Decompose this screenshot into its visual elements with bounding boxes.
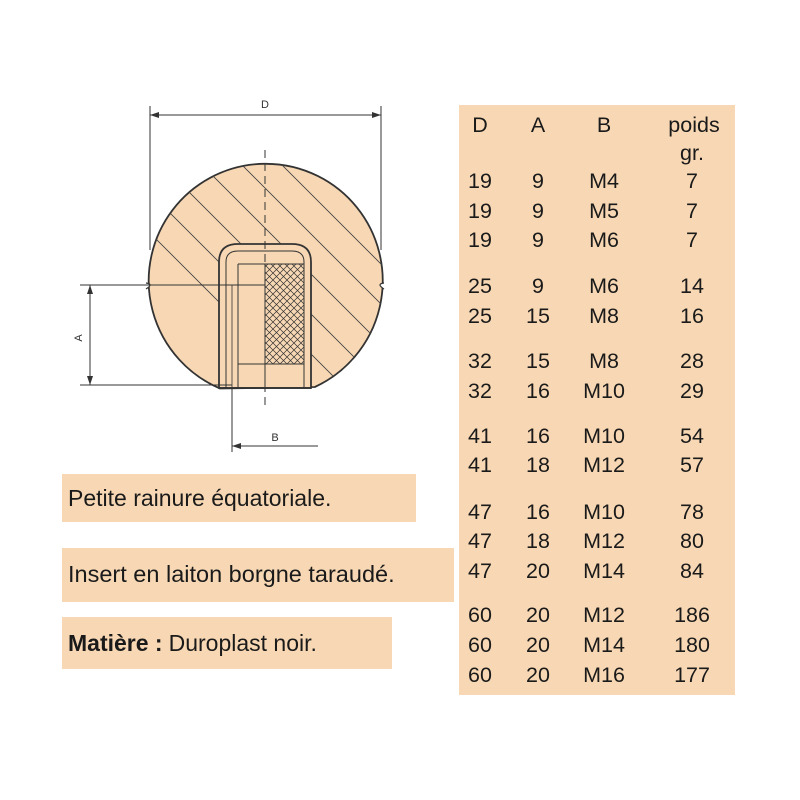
cell-a: 15 <box>526 349 550 373</box>
cell-a: 9 <box>532 274 544 298</box>
table-row <box>459 230 735 254</box>
cell-b: M4 <box>589 169 619 193</box>
cell-b: M6 <box>589 274 619 298</box>
cell-a: 18 <box>526 453 550 477</box>
cell-a: 18 <box>526 529 550 553</box>
cell-weight: 28 <box>680 349 704 373</box>
cell-d: 32 <box>468 349 492 373</box>
cell-b: M8 <box>589 304 619 328</box>
cell-d: 25 <box>468 304 492 328</box>
cell-d: 60 <box>468 663 492 687</box>
cell-d: 41 <box>468 424 492 448</box>
table-row <box>459 201 735 225</box>
cell-weight: 14 <box>680 274 704 298</box>
cell-b: M8 <box>589 349 619 373</box>
table-row <box>459 381 735 405</box>
cell-b: M14 <box>583 633 625 657</box>
cell-b: M5 <box>589 199 619 223</box>
dimension-d-label: D <box>261 99 269 111</box>
cell-d: 60 <box>468 633 492 657</box>
cell-b: M16 <box>583 663 625 687</box>
cell-d: 25 <box>468 274 492 298</box>
cell-a: 20 <box>526 559 550 583</box>
cell-weight: 57 <box>680 453 704 477</box>
header-d: D <box>472 113 488 137</box>
material-label: Matière : <box>68 629 163 656</box>
cell-weight: 177 <box>674 663 710 687</box>
table-row <box>459 306 735 330</box>
cell-a: 16 <box>526 424 550 448</box>
table-row <box>459 665 735 689</box>
cell-b: M6 <box>589 228 619 252</box>
cell-weight: 180 <box>674 633 710 657</box>
table-row <box>459 605 735 629</box>
cell-a: 20 <box>526 633 550 657</box>
cell-b: M10 <box>583 500 625 524</box>
insert-note-text: Insert en laiton borgne taraudé. <box>68 561 395 588</box>
cell-d: 32 <box>468 379 492 403</box>
cell-a: 9 <box>532 199 544 223</box>
brass-insert <box>219 244 311 388</box>
cell-a: 20 <box>526 663 550 687</box>
material-note <box>62 617 392 669</box>
thread-knurl <box>265 264 304 364</box>
table-row <box>459 276 735 300</box>
table-row <box>459 351 735 375</box>
cell-b: M10 <box>583 424 625 448</box>
material-value: Duroplast noir. <box>168 629 317 656</box>
cell-weight: 7 <box>686 199 698 223</box>
cell-a: 9 <box>532 169 544 193</box>
cell-weight: 16 <box>680 304 704 328</box>
table-row <box>459 531 735 555</box>
cell-b: M12 <box>583 453 625 477</box>
cell-d: 60 <box>468 603 492 627</box>
cell-d: 47 <box>468 500 492 524</box>
cell-d: 19 <box>468 228 492 252</box>
header-b: B <box>596 113 612 137</box>
cell-weight: 80 <box>680 529 704 553</box>
cell-b: M12 <box>583 603 625 627</box>
header-weight-unit: gr. <box>680 141 704 165</box>
dimension-a-label: A <box>73 334 85 342</box>
cell-d: 19 <box>468 169 492 193</box>
insert-note <box>62 548 454 602</box>
cell-weight: 29 <box>680 379 704 403</box>
cell-a: 9 <box>532 228 544 252</box>
table-row <box>459 635 735 659</box>
cell-weight: 54 <box>680 424 704 448</box>
header-a: A <box>530 113 546 137</box>
table-row <box>459 455 735 479</box>
cell-a: 16 <box>526 500 550 524</box>
groove-note-text: Petite rainure équatoriale. <box>68 484 332 511</box>
cell-d: 47 <box>468 529 492 553</box>
cell-weight: 7 <box>686 169 698 193</box>
cell-weight: 84 <box>680 559 704 583</box>
cell-a: 16 <box>526 379 550 403</box>
table-row <box>459 561 735 585</box>
table-row <box>459 426 735 450</box>
cell-d: 47 <box>468 559 492 583</box>
dimension-b-label: B <box>271 432 279 444</box>
cell-weight: 7 <box>686 228 698 252</box>
ball-knob-drawing <box>0 0 460 470</box>
table-row <box>459 171 735 195</box>
cell-b: M10 <box>583 379 625 403</box>
table-row <box>459 502 735 526</box>
cell-a: 15 <box>526 304 550 328</box>
cell-b: M14 <box>583 559 625 583</box>
cell-weight: 186 <box>674 603 710 627</box>
cell-d: 19 <box>468 199 492 223</box>
cell-b: M12 <box>583 529 625 553</box>
cell-a: 20 <box>526 603 550 627</box>
dimensions-table <box>459 105 735 695</box>
cell-weight: 78 <box>680 500 704 524</box>
cell-d: 41 <box>468 453 492 477</box>
header-weight: poids <box>668 113 720 137</box>
groove-note <box>62 474 416 522</box>
